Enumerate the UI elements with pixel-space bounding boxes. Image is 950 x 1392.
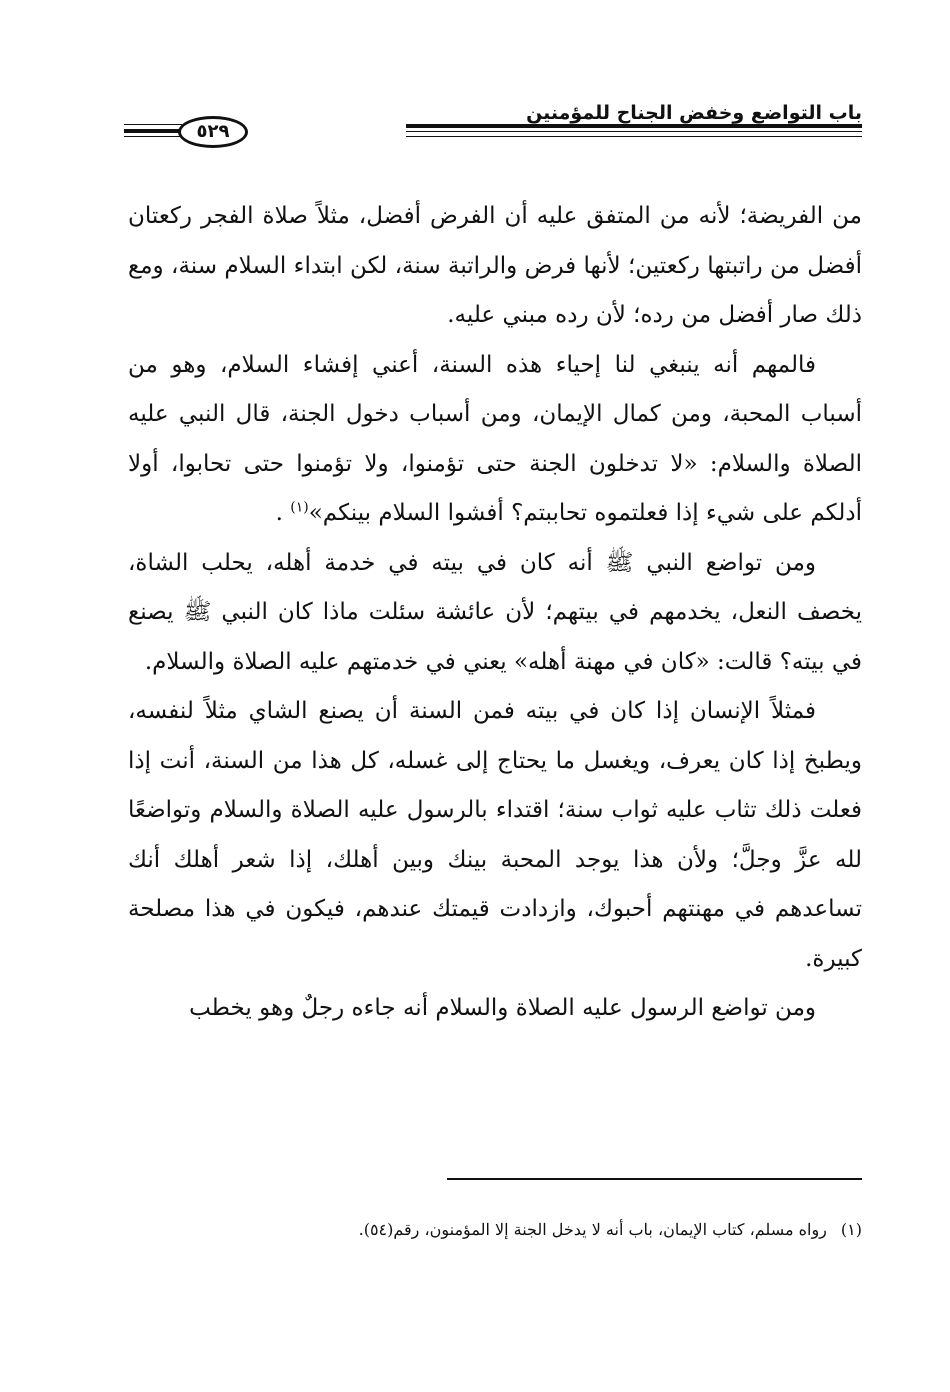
- paragraph-2: [128, 341, 862, 539]
- header-rule-thin-2: [406, 136, 862, 137]
- paragraph-2-end: .: [275, 500, 291, 526]
- header-rule-left-thin-2: [124, 136, 182, 137]
- footnote: [122, 1218, 862, 1242]
- footnote-number: (١): [840, 1220, 862, 1239]
- paragraph-3: ومن تواضع النبي ﷺ أنه كان في بيته في خدمة أهله، يحلب الشاة، يخصف النعل، يخدمهم في بيتهم؛ لأن عائشة سئلت ماذا كان النبي ﷺ يصنع في بيته؟ قالت: «كان في مهنة أهله» يعني في خدمتهم عليه الصلاة والسلام.: [128, 549, 862, 675]
- body-text: [128, 192, 862, 1034]
- header-rule-left-thick: [124, 129, 182, 133]
- header-rule-thick: [406, 124, 862, 128]
- footnote-reference: (١): [290, 499, 309, 516]
- page-number: ٥٢٩: [178, 116, 248, 148]
- paragraph-5: ومن تواضع الرسول عليه الصلاة والسلام أنه جاءه رجلٌ وهو يخطب: [189, 995, 816, 1021]
- header-rule-thin: [406, 131, 862, 132]
- footnote-separator: [447, 1178, 862, 1180]
- header-rule-left-thin: [124, 124, 182, 125]
- footnote-text: رواه مسلم، كتاب الإيمان، باب أنه لا يدخل الجنة إلا المؤمنون، رقم(٥٤).: [358, 1220, 827, 1239]
- paragraph-4: فمثلاً الإنسان إذا كان في بيته فمن السنة أن يصنع الشاي مثلاً لنفسه، ويطبخ إذا كان يعرف، ويغسل ما يحتاج إلى غسله، كل هذا من السنة، أنت إذا فعلت ذلك تثاب عليه ثواب سنة؛ اقتداء بالرسول عليه الصلاة والسلام وتواضعًا لله عزَّ وجلَّ؛ ولأن هذا يوجد المحبة بينك وبين أهلك، إذا شعر أهلك أنك تساعدهم في مهنتهم أحبوك، وازدادت قيمتك عندهم، فيكون في هذا مصلحة كبيرة.: [128, 698, 862, 972]
- paragraph-2-text: فالمهم أنه ينبغي لنا إحياء هذه السنة، أعني إفشاء السلام، وهو من أسباب المحبة، ومن كمال الإيمان، ومن أسباب دخول الجنة، قال النبي عليه الصلاة والسلام: «لا تدخلون الجنة حتى تؤمنوا، ولا تؤمنوا حتى تحابوا، أولا أدلكم على شيء إذا فعلتموه تحاببتم؟ أفشوا السلام بينكم»: [128, 351, 862, 526]
- paragraph-1: من الفريضة؛ لأنه من المتفق عليه أن الفرض أفضل، مثلاً صلاة الفجر ركعتان أفضل من راتبتها ركعتين؛ لأنها فرض والراتبة سنة، لكن ابتداء السلام سنة، ومع ذلك صار أفضل من رده؛ لأن رده مبني عليه.: [128, 203, 862, 328]
- chapter-title: باب التواضع وخفض الجناح للمؤمنين: [526, 102, 862, 124]
